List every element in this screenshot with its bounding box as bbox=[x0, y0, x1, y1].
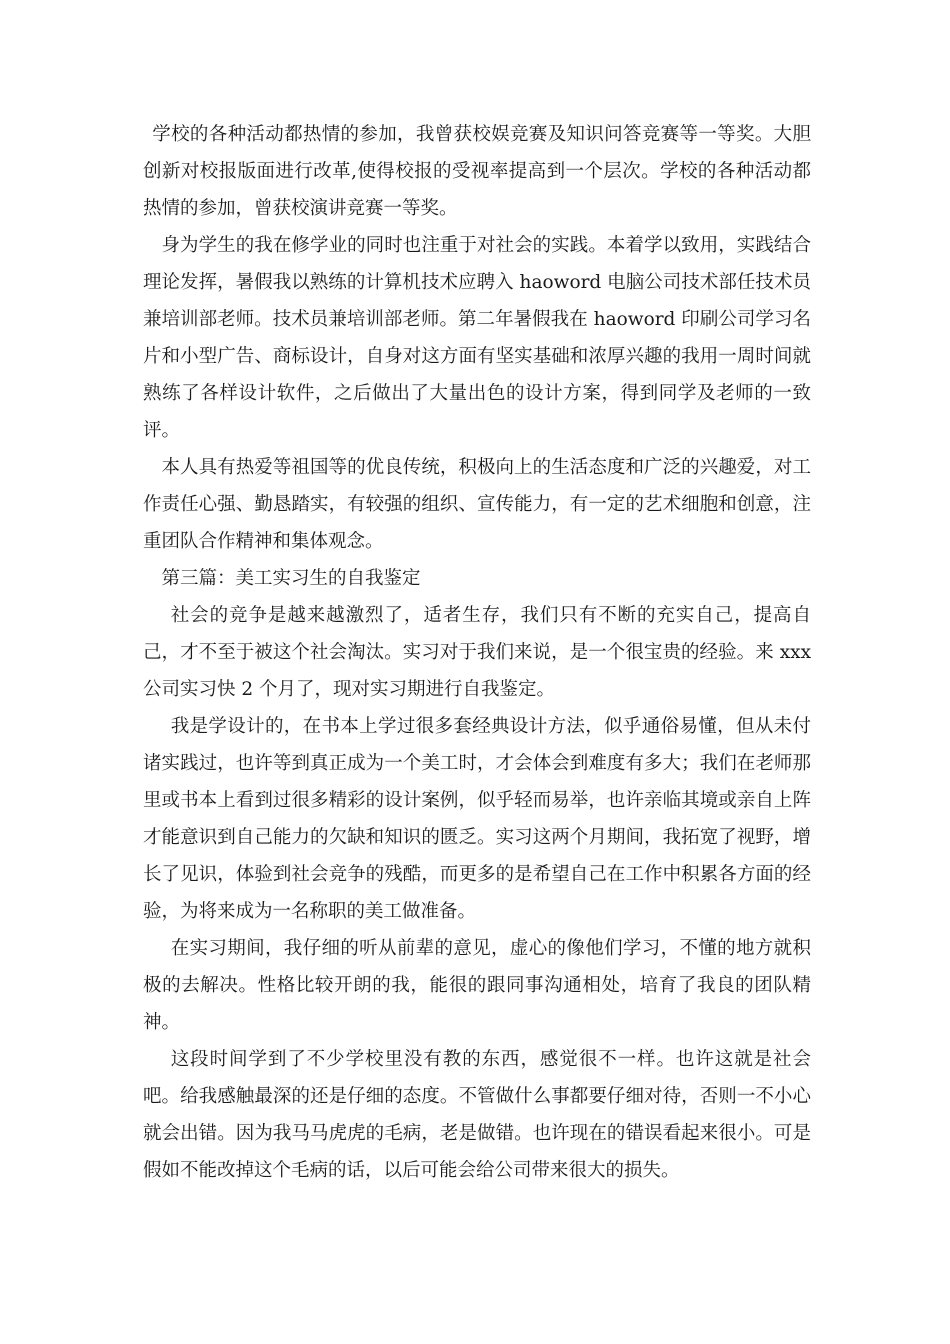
section-heading: 第三篇：美工实习生的自我鉴定 bbox=[161, 568, 421, 589]
paragraph-lessons: 这段时间学到了不少学校里没有教的东西，感觉很不一样。也许这就是社会吧。给我感触最深的还是仔细的态度。不管做什么事都要仔细对待，否则一不小心就会出错。因为我马马虎虎的毛病，老是做错。也许现在的错误看起来很小。可是假如不能改掉这个毛病的话，以后可能会给公司带来很大的损失。 bbox=[143, 1049, 811, 1181]
paragraph-competition: 社会的竞争是越来越激烈了，适者生存，我们只有不断的充实自己，提高自己，才不至于被这个社会淘汰。实习对于我们来说，是一个很宝贵的经验。来 xxx 公司实习快 2 个月了，现对实习期进行自我鉴定。 bbox=[143, 605, 811, 700]
paragraph-character: 本人具有热爱等祖国等的优良传统，积极向上的生活态度和广泛的兴趣爱，对工作责任心强、勤恳踏实，有较强的组织、宣传能力，有一定的艺术细胞和创意，注重团队合作精神和集体观念。 bbox=[143, 457, 811, 552]
paragraph-practice: 身为学生的我在修学业的同时也注重于对社会的实践。本着学以致用，实践结合理论发挥，暑假我以熟练的计算机技术应聘入 haoword 电脑公司技术部任技术员兼培训部老师。技术员兼培训部老师。第二年暑假我在 haoword 印刷公司学习名片和小型广告、商标设计，自身对这方面有坚实基础和浓厚兴趣的我用一周时间就熟练了各样设计软件，之后做出了大量出色的设计方案，得到同学及老师的一致评。 bbox=[143, 235, 811, 441]
paragraph-internship: 在实习期间，我仔细的听从前辈的意见，虚心的像他们学习，不懂的地方就积极的去解决。性格比较开朗的我，能很的跟同事沟通相处，培育了我良的团队精神。 bbox=[143, 938, 811, 1033]
paragraph-design-study: 我是学设计的，在书本上学过很多套经典设计方法，似乎通俗易懂，但从未付诸实践过，也许等到真正成为一个美工时，才会体会到难度有多大；我们在老师那里或书本上看到过很多精彩的设计案例，似乎轻而易举，也许亲临其境或亲自上阵才能意识到自己能力的欠缺和知识的匮乏。实习这两个月期间，我拓宽了视野，增长了见识，体验到社会竞争的残酷，而更多的是希望自己在工作中积累各方面的经验，为将来成为一名称职的美工做准备。 bbox=[143, 716, 811, 922]
paragraph-activities: 学校的各种活动都热情的参加，我曾获校娱竞赛及知识问答竞赛等一等奖。大胆创新对校报版面进行改革,使得校报的受视率提高到一个层次。学校的各种活动都热情的参加，曾获校演讲竞赛一等奖。 bbox=[143, 124, 811, 219]
document-body bbox=[143, 116, 811, 1189]
